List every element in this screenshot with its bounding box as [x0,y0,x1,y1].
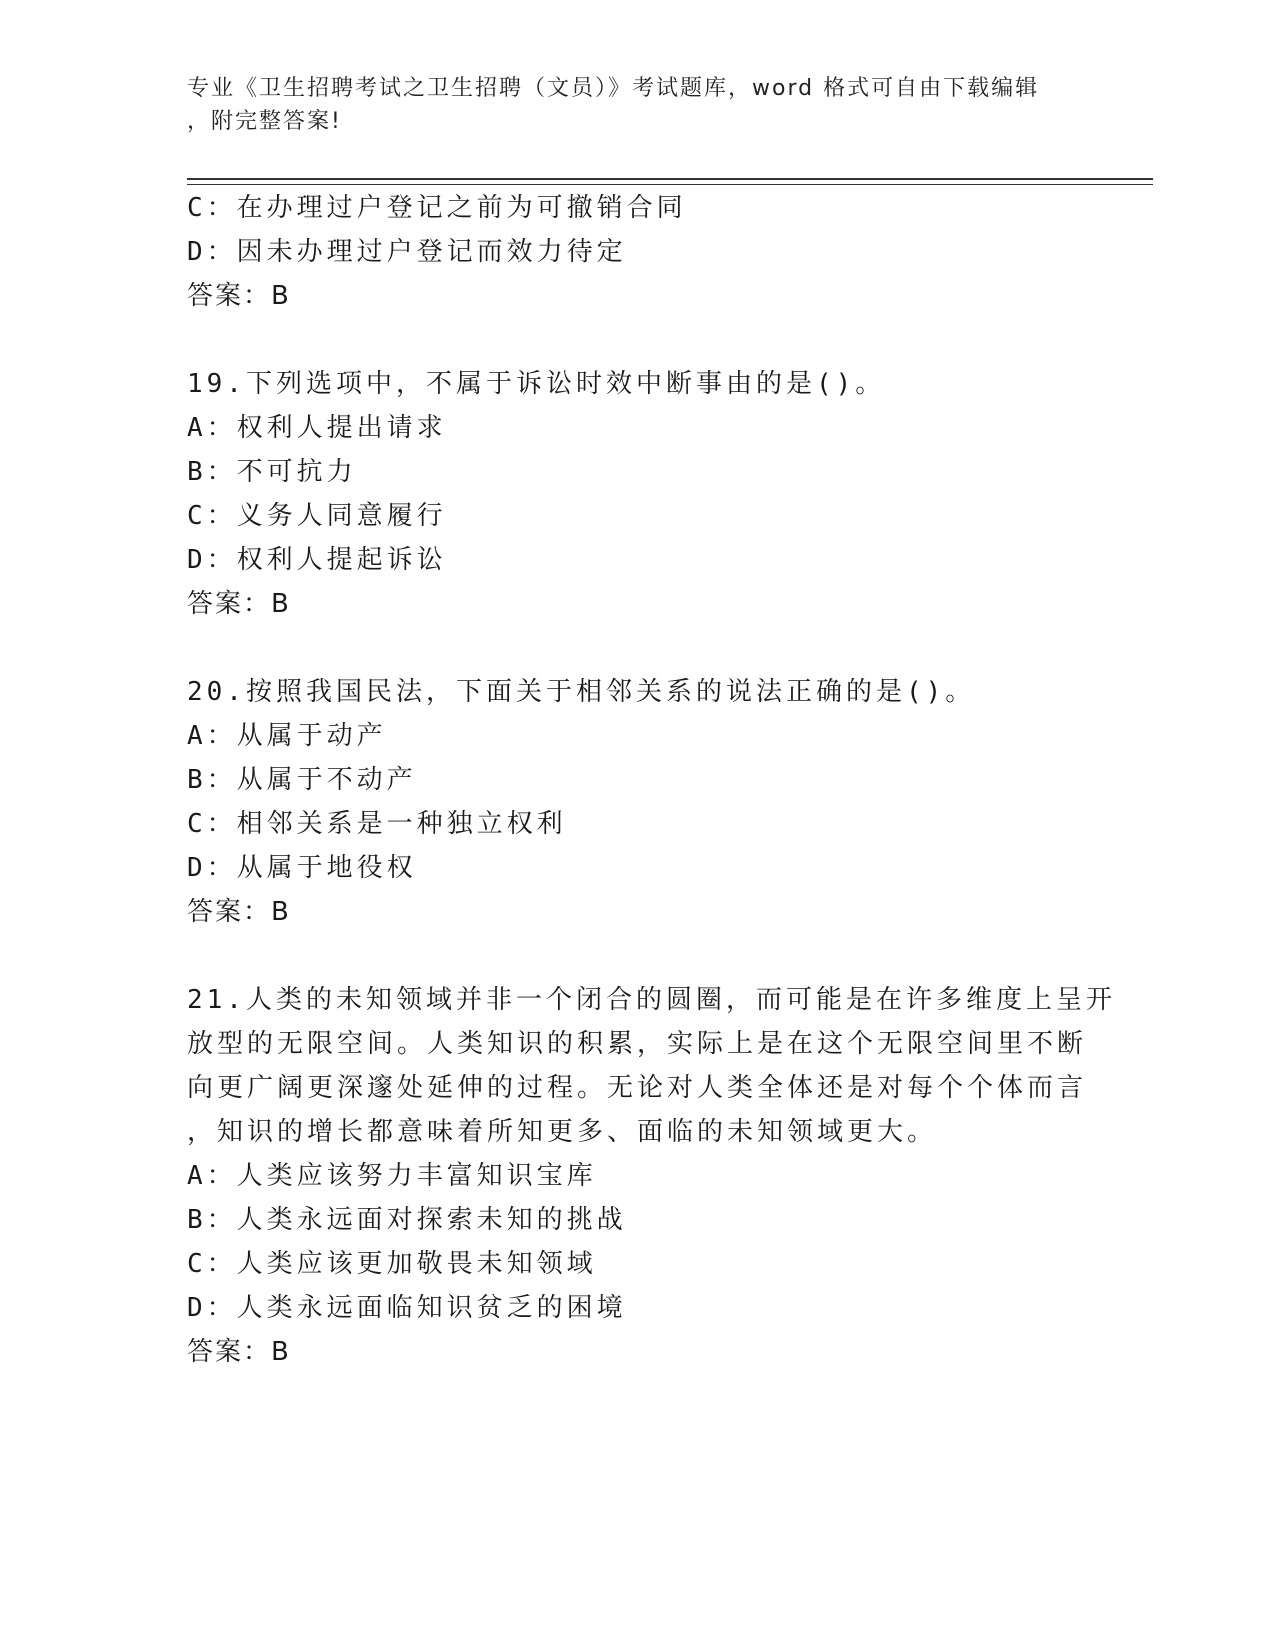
prev-option-c: C：在办理过户登记之前为可撤销合同 [187,193,687,223]
q19-option-a: A：权利人提出请求 [187,413,447,443]
q21-answer: 答案：B [187,1337,291,1367]
q19-option-d: D：权利人提起诉讼 [187,545,447,575]
q21-stem-line-4: ，知识的增长都意味着所知更多、面临的未知领域更大。 [187,1117,938,1147]
q20-option-c: C：相邻关系是一种独立权利 [187,809,567,839]
q21-option-d: D：人类永远面临知识贫乏的困境 [187,1293,627,1323]
header-divider-thin [187,184,1153,185]
q19-option-b: B：不可抗力 [187,457,357,487]
q21-stem-line-3: 向更广阔更深邃处延伸的过程。无论对人类全体还是对每个个体而言 [187,1073,1088,1103]
q19-stem: 19.下列选项中，不属于诉讼时效中断事由的是()。 [187,369,886,399]
q20-stem: 20.按照我国民法，下面关于相邻关系的说法正确的是()。 [187,677,976,707]
document-header [187,72,1067,138]
prev-answer: 答案：B [187,281,291,311]
q19-answer: 答案：B [187,589,291,619]
header-line-2: ，附完整答案! [187,109,342,134]
header-divider-thick [187,178,1153,180]
q21-stem-line-1: 21.人类的未知领域并非一个闭合的圆圈，而可能是在许多维度上呈开 [187,985,1116,1015]
q20-option-d: D：从属于地役权 [187,853,417,883]
q20-option-b: B：从属于不动产 [187,765,417,795]
q19-option-c: C：义务人同意履行 [187,501,447,531]
header-line-1: 专业《卫生招聘考试之卫生招聘（文员）》考试题库，word 格式可自由下载编辑 [187,76,1040,101]
prev-option-d: D：因未办理过户登记而效力待定 [187,237,627,267]
q21-option-b: B：人类永远面对探索未知的挑战 [187,1205,627,1235]
q20-option-a: A：从属于动产 [187,721,387,751]
q20-answer: 答案：B [187,897,291,927]
q21-stem-line-2: 放型的无限空间。人类知识的积累，实际上是在这个无限空间里不断 [187,1029,1088,1059]
q21-option-a: A：人类应该努力丰富知识宝库 [187,1161,597,1191]
q21-option-c: C：人类应该更加敬畏未知领域 [187,1249,597,1279]
